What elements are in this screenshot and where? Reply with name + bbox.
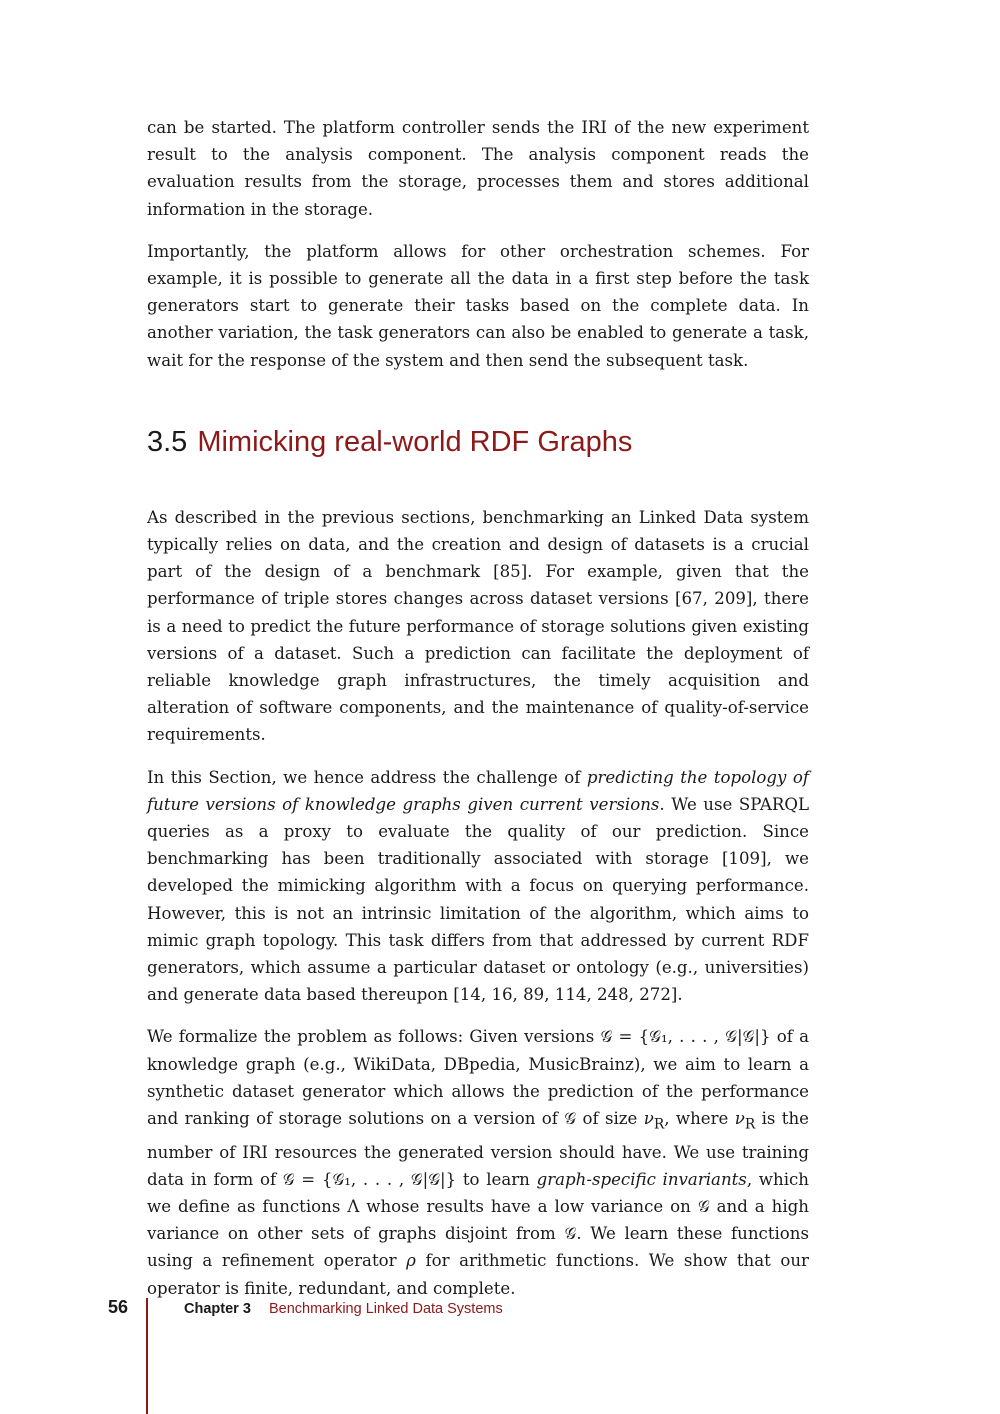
paragraph-problem-formalization xyxy=(147,1023,809,1301)
paragraph-text: , where xyxy=(664,1109,735,1129)
math-expression: ν xyxy=(643,1109,654,1129)
paragraph-text: whose results have a low variance on xyxy=(359,1197,698,1217)
math-subscript: R xyxy=(653,1116,665,1133)
math-subscript: R xyxy=(744,1116,756,1133)
paragraph-text: to learn xyxy=(456,1169,537,1189)
math-expression: 𝒢 = {𝒢₁, . . . , 𝒢|𝒢|} xyxy=(282,1169,457,1189)
paragraph-text: . We learn these functions using a refinement operator xyxy=(147,1224,810,1271)
emphasis-text: graph-specific invariants xyxy=(536,1169,747,1189)
paragraph-text: of size xyxy=(576,1109,644,1129)
paragraph-text: and a high variance on other sets of graphs disjoint from xyxy=(147,1197,809,1244)
math-expression: 𝒢 xyxy=(697,1197,710,1217)
chapter-title: Benchmarking Linked Data Systems xyxy=(269,1301,503,1317)
math-expression: 𝒢 xyxy=(564,1224,577,1244)
page-number: 56 xyxy=(108,1297,129,1317)
paragraph-text: for arithmetic functions. We show that our operator is finite, redundant, and complete. xyxy=(147,1251,809,1298)
math-expression: Λ xyxy=(347,1197,360,1217)
chapter-label: Chapter 3 xyxy=(184,1301,251,1317)
paragraph-platform-controller: can be started. The platform controller sends the IRI of the new experiment result to the analysis component. The analysis component reads the evaluation results from the storage, processes them and stores additional information in the storage. xyxy=(147,118,809,219)
paragraph-text: is the number of IRI resources the generated version should have. We use training data in form of xyxy=(147,1109,809,1189)
section-heading xyxy=(147,424,809,460)
paragraph-text: In this Section, we hence address the challenge of xyxy=(147,767,587,787)
paragraph-benchmarking-data: As described in the previous sections, benchmarking an Linked Data system typically relies on data, and the creation and design of datasets is a crucial part of the design of a benchmark [85]. For example, given that the performance of triple stores changes across dataset versions [67, 209], there is a need to predict the future performance of storage solutions given existing versions of a dataset. Such a prediction can facilitate the deployment of reliable knowledge graph infrastructures, the timely acquisition and alteration of software components, and the maintenance of quality-of-service requirements. xyxy=(147,507,809,745)
paragraph-challenge xyxy=(147,764,809,1009)
math-expression: 𝒢 = {𝒢₁, . . . , 𝒢|𝒢|} xyxy=(600,1027,771,1047)
math-expression: 𝒢 xyxy=(564,1109,577,1129)
section-title: Mimicking real-world RDF Graphs xyxy=(197,425,633,458)
page-body xyxy=(147,114,809,1317)
section-number: 3.5 xyxy=(147,425,188,458)
paragraph-text: , which we define as functions xyxy=(147,1169,809,1217)
paragraph-text: . We use SPARQL queries as a proxy to evaluate the quality of our prediction. Since benchmarking has been traditionally associated with storage [109], we developed the mimicking algorithm with a focus on querying performance. However, this is not an intrinsic limitation of the algorithm, which aims to mimic graph topology. This task differs from that addressed by current RDF generators, which assume a particular dataset or ontology (e.g., universities) and generate data based thereupon [14, 16, 89, 114, 248, 272]. xyxy=(147,794,809,1005)
math-expression: ν xyxy=(734,1109,745,1129)
paragraph-text: of a knowledge graph (e.g., WikiData, DBpedia, MusicBrainz), we aim to learn a synthetic dataset generator which allows the prediction of the performance and ranking of storage solutions on a version of xyxy=(147,1027,809,1129)
paragraph-orchestration-schemes: Importantly, the platform allows for other orchestration schemes. For example, it is possible to generate all the data in a first step before the task generators start to generate their tasks based on the complete data. In another variation, the task generators can also be enabled to generate a task, wait for the response of the system and then send the subsequent task. xyxy=(147,241,809,370)
emphasis-text: predicting the topology of future versions of knowledge graphs given current versions xyxy=(147,767,809,814)
math-expression: ρ xyxy=(406,1251,416,1271)
page-footer xyxy=(0,1296,1000,1414)
footer-divider xyxy=(146,1298,148,1414)
paragraph-text: We formalize the problem as follows: Given versions xyxy=(147,1027,601,1047)
